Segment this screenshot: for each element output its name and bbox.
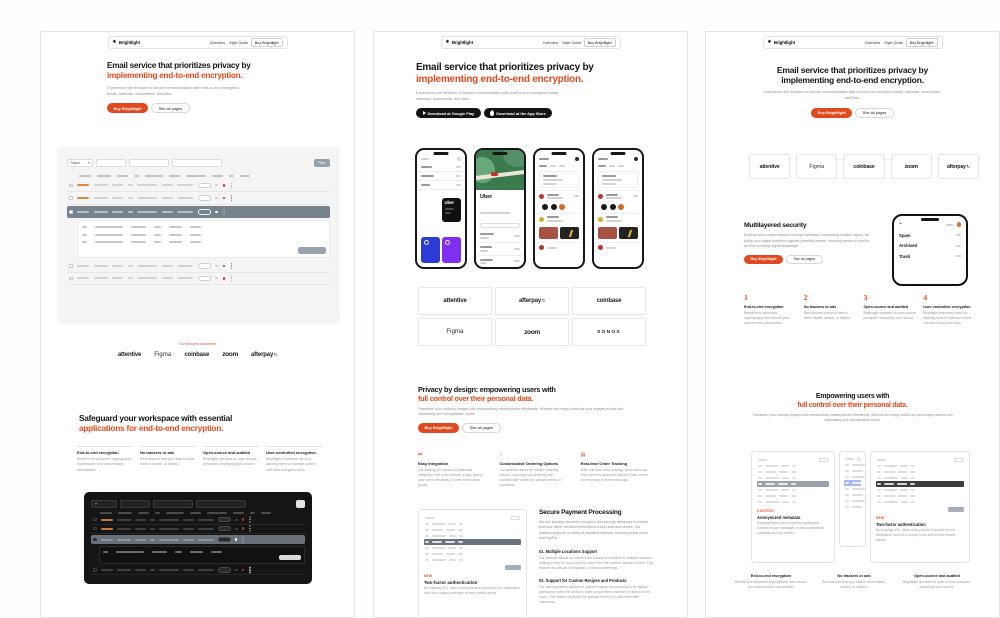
customers-label: Our beloved customers [178,342,217,346]
logo-attentive: attentive [117,351,142,358]
numbered-features-row [744,293,976,326]
folder-trash[interactable]: Trash [894,251,966,262]
card-desc: By enabling 2FA, users must provide a second form of verification, such as a unique code sent to their mobile device. [424,586,521,596]
logo-afterpay: afterpay↻ [518,298,546,304]
landing-page-variant-2 [373,31,688,618]
security-desc: Employing a comprehensive security framework comprising multiple layers, we fortify your digital presence against potential threats, ensuring peace of mind in an ever-evolving digital landscape. [744,233,870,249]
site-header [441,36,621,49]
play-icon [423,111,426,115]
feature-order-tracking: ▤ Real-time Order Tracking With real-time order tracking, your users can stay informed about the status of their orders at every step of everyones way. [581,453,651,489]
section-title-line2: applications for end-to-end encryption. [79,423,224,434]
logo-figma: Figma [809,163,825,170]
buy-button[interactable]: Buy Brightlight [418,423,459,433]
table-row [91,525,305,534]
feature-no-trackers: No trackers or ads Rest assured that your data is never traded, shared, or utilized. [821,573,887,590]
card-tag: NEW [424,574,433,578]
phone-mockup-wallet [415,148,467,269]
ordering-icon: ◔ [499,452,503,458]
anonymized-metadata-card [751,451,835,563]
folder-spam[interactable]: Spam [894,230,966,241]
feature-3: 3 Open-source and audited Brightlight operates on open-source principles, employing open source. [863,293,916,320]
logo-afterpay: afterpay↻ [251,351,278,358]
buy-button[interactable]: Buy Brightlight [811,108,852,118]
feature-no-trackers: No trackers or ads Rest assured that your data is never traded, shared, or utilized. [140,446,196,473]
customer-logos-grid [418,287,646,346]
feature-1: 1 End-to-end encryption Benefit from advanced cryptography that ensures your data remains inaccessible. [744,293,790,325]
brand-name: Brightlight [773,40,795,45]
phone-mockups-row [415,148,644,269]
search-input[interactable] [480,223,520,228]
privacy-section [418,386,658,433]
card-desc: By enabling 2FA, users must provide a second form of verification, such as a unique code sent to their mobile device. [876,528,956,543]
hero-subtitle: Experience the freedom of secure communication with end-to-end encrypted email, calendar, documents, and files. [107,85,239,97]
logo-coinbase: coinbase [853,163,875,170]
table-row-selected [91,535,305,544]
see-all-pages-button[interactable]: See all pages [151,103,190,113]
table-screenshot-small [424,515,521,570]
expanded-subtable [77,220,330,259]
table-filter-bar [67,158,330,168]
nav-style-guide[interactable]: Style Guide [229,40,249,45]
hero-title-line2: implementing end-to-end encryption. [416,74,584,86]
logo-coinbase: coinbase [596,298,622,304]
phone-mockup-inbox-2 [592,148,644,269]
header-nav [210,41,248,45]
table-screenshot-strip [844,456,861,510]
two-factor-card [870,451,970,563]
two-factor-card [418,509,527,618]
section-heading [79,413,334,433]
status-dropdown[interactable] [91,500,117,508]
see-all-pages-button[interactable]: See all pages [855,108,894,118]
feature-easy-integration: ⇄ Easy Integration Our leading API allows for seamless integration with your website or app, giving your users the ability to order from baked goods. [418,453,488,489]
phone-mockup-folders [892,214,968,286]
feature-user-controlled: User-controlled encryption Brightlight empowers users by allowing them to maintain control over their encryption keys. [266,446,322,473]
table-row [67,192,330,205]
blue-card [421,237,440,263]
app-title: Uber [480,194,493,200]
brand-logo-icon: ✱ [445,39,450,45]
card-title: Anonymized metadata [757,514,801,520]
hero-title-line2: implementing end-to-end encryption. [107,71,243,80]
map-illustration [476,150,524,190]
hero-section [107,61,307,113]
table-screenshot-small [876,457,964,512]
header-nav [543,41,581,45]
feature-e2e: End-to-end encryption Benefit from advanced cryptography that ensures your data remains inaccessible. [77,446,133,473]
logo-afterpay: afterpay↻ [946,163,970,170]
logo-zoom: zoom [524,328,540,336]
buy-button[interactable]: Buy Brightlight [107,103,148,113]
sender-avatar-yellow [539,217,544,222]
table-row [67,260,330,273]
logo-attentive: attentive [443,298,467,304]
apple-icon [490,111,494,116]
hero-subtitle: Experience the freedom of secure communication with end-to-end encrypted email, calendar, documents, and files. [416,90,560,102]
avatar [957,222,962,227]
landing-page-variant-1 [40,31,355,618]
customer-logos-cells [749,154,979,179]
header-buy-button[interactable]: Buy Brightlight [584,38,616,47]
logo-zoom: zoom [904,163,918,170]
site-header [108,36,288,49]
subtable-button[interactable] [298,247,326,254]
logo-coinbase: coinbase [184,351,210,358]
table-row [67,273,330,286]
hero-subtitle: Experience the freedom of secure communication with end-to-end encrypted email, calendar, documents, and files. [764,89,941,100]
subtable-button[interactable] [279,555,301,561]
security-section [744,222,872,264]
logo-figma: Figma [446,329,464,335]
table-row [91,566,305,575]
brand-logo-icon: ✱ [767,39,772,45]
privacy-title-line1: Privacy by design: empowering users with [418,385,556,394]
brand-name: Brightlight [451,40,473,45]
folder-archived[interactable]: Archived [894,241,966,252]
privacy-desc: Transform your ordinary images into extraordinary masterpieces effortlessly. Witness the magic unfold as your images evolve into captivating and unforgettable works [418,406,624,417]
header-buy-button[interactable]: Buy Brightlight [906,38,938,47]
security-title: Multilayered security [744,222,807,229]
hero-title-line1: Email service that prioritizes privacy by [776,65,929,75]
hero-title-line2: implementing end-to-end encryption. [781,75,924,86]
feature-e2e: End-to-end encryption Benefit from advanced cryptography that ensures your data remains inaccessible. [734,573,808,590]
dashboard-screenshot-dark [84,492,312,584]
header-nav [865,41,903,45]
tracking-icon: ▤ [580,452,586,458]
see-all-pages-button[interactable]: See all pages [462,423,501,433]
compose-icon[interactable]: + [899,221,902,227]
filter-button[interactable]: Filter [314,159,330,168]
empower-section [706,393,999,424]
feature-4: 4 User-controlled encryption Brightlight empowers users by allowing them to maintain control over their encryption keys. [923,293,972,325]
hero-section [416,62,661,118]
card-desc: Brightlight goes beyond just encrypting the content of your messages; it also anonymizes metadata such as sender [757,521,824,536]
hero-section [706,65,999,118]
payment-desc: We use industry-standard encryption and security measures to ensure that your users' sensitive information is kept safe and secure. Our platform supports a variety of payment methods, including credit cards and PayPal. [539,520,648,541]
see-all-pages-button[interactable]: See all pages [786,255,823,264]
feature-2: 2 No trackers or ads Rest assured that your data is never traded, shared, or utilized. [803,293,852,320]
features-row [77,446,322,473]
card-tag: NEW [876,516,885,520]
table-row-selected [67,206,330,218]
numbered-item-2: 02. Support for Custom Recipes and Products Our baking platform allows for custom recipes and products to be added, giving your users the ability to order unique items that are not listed on the menu. This feature is perfect for special events or to accommodate customers. [539,577,651,605]
buy-button[interactable]: Buy Brightlight [744,255,783,264]
landing-page-variant-3 [705,31,1000,618]
logo-sonos: SONOS [597,329,621,335]
phone-mockup-inbox [533,148,585,269]
empower-title-line2: full control over their personal data. [797,401,908,409]
hero-title-line1: Email service that prioritizes privacy by [416,62,594,73]
nav-overview[interactable]: Overview [542,40,559,45]
logo-zoom: zoom [222,351,239,358]
site-header [763,36,943,49]
afterpay-mark-icon: ↻ [273,351,278,357]
screenshot-strip-card [839,451,866,547]
payment-title: Secure Payment Processing [539,509,622,516]
feature-ordering-options: ◔ Customizable Ordering Options Our platform allows for flexible ordering options, including bulk ordering and customizable orders for special events or occasions. [499,453,569,489]
nav-overview[interactable]: Overview [864,40,881,45]
brand-logo-icon: ✱ [112,39,117,45]
logo-attentive: attentive [759,163,780,170]
footer-features-row [734,573,974,590]
payment-section [539,509,653,606]
mid-features-row [418,453,651,489]
brand-name: Brightlight [118,40,140,45]
card-title: Two-factor authentication [876,521,926,527]
feature-open-source: Open-source and audited Brightlight operates on open-source principles, employing open source. [903,573,971,590]
nav-style-guide[interactable]: Style Guide [562,40,582,45]
nav-style-guide[interactable]: Style Guide [884,40,904,45]
uber-card: Uber [442,198,461,222]
logo-figma: Figma [154,351,172,358]
empower-desc: Transform your ordinary images into extraordinary masterpieces effortlessly. Witness the magic unfold as your images evolve into captivating and unforgettable works. [752,413,953,423]
status-dropdown[interactable]: Status [67,159,93,167]
header-buy-button[interactable]: Buy Brightlight [251,38,283,47]
numbered-item-1: 01. Multiple Locations Support Our platform allows for orders to be placed and fulfilled at multiple locations, making it easy for your users to order from the location closest to them. This feature also allows for regional or seasonal offerings. [539,548,653,571]
phone-mockup-ride [474,148,526,269]
table-row [91,516,305,525]
purple-card [442,237,461,263]
empower-title-line1: Empowering users with [815,393,890,400]
nav-overview[interactable]: Overview [209,40,226,45]
table-row [67,180,330,193]
dashboard-screenshot-light [57,146,340,324]
sender-avatar-red [539,194,544,199]
hero-title-line1: Email service that prioritizes privacy by [107,61,251,70]
card-tag: CONTENT [757,509,775,513]
google-play-button[interactable]: Download at Google Play [416,108,481,118]
app-store-button[interactable]: Download at the App Store [484,108,553,118]
table-filter-bar [91,500,305,508]
card-title: Two-factor authentication [424,579,478,585]
filter-button[interactable] [296,500,305,509]
feature-open-source: Open-source and audited Brightlight operates on open-source principles, employing open source. [203,446,259,473]
table-screenshot-small [757,457,829,505]
integration-icon: ⇄ [418,452,423,458]
section-title-line1: Safeguard your workspace with essential [79,413,233,423]
expanded-subtable [99,546,305,564]
privacy-title-line2: full control over their personal data. [418,393,533,403]
car-icon [491,172,498,176]
customer-logos-row [41,351,354,358]
